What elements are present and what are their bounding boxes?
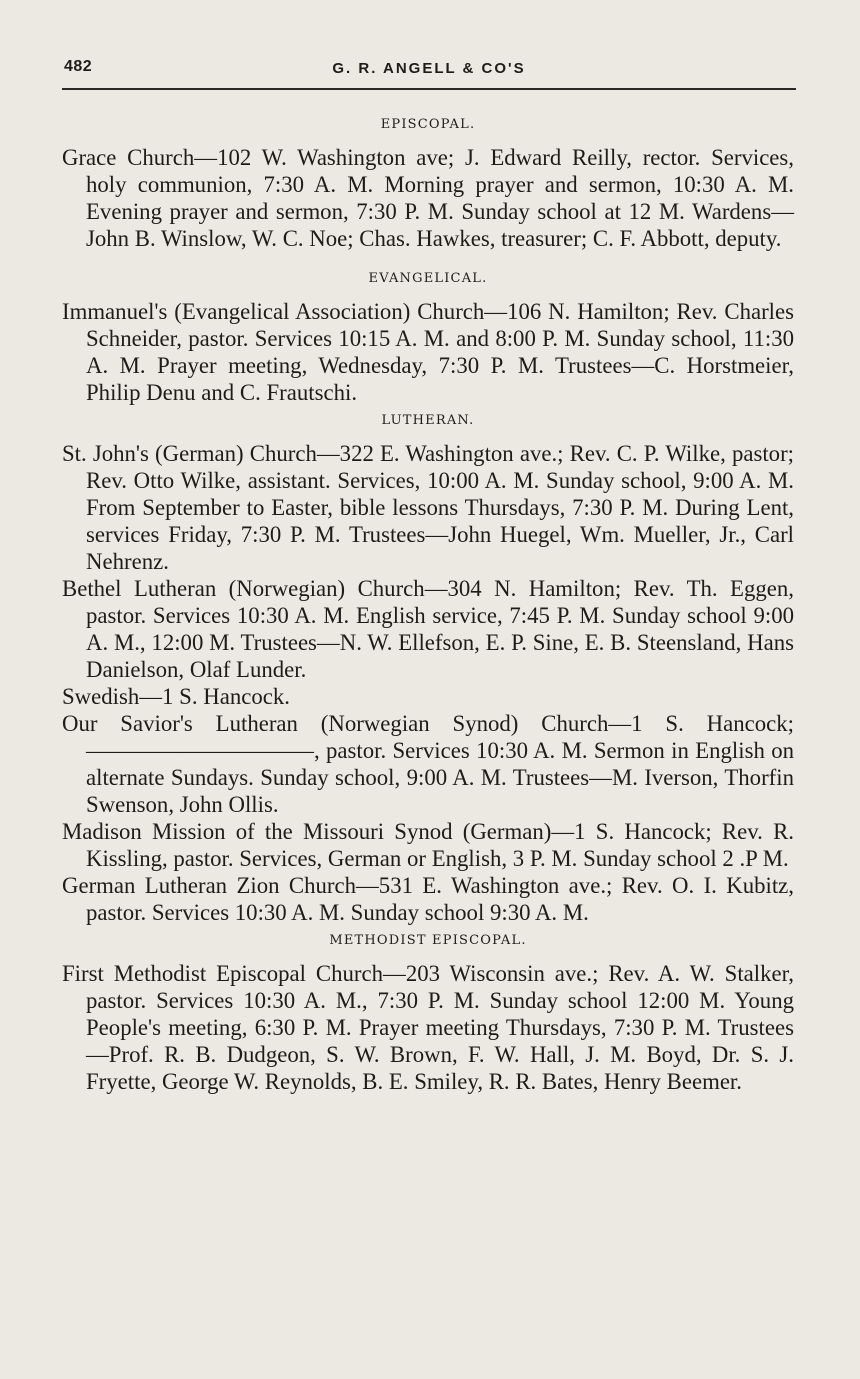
entry-grace-church: Grace Church—102 W. Washington ave; J. Edward Reilly, rector. Services, holy communion, 7:30 A. M. Morning prayer and sermon, 10:30 A. M. Evening prayer and sermon, 7:30 P. M. Sunday school at 12 M. Wardens—John B. Winslow, W. C. Noe; Chas. Hawkes, treasurer; C. F. Abbott, deputy. [62,145,794,251]
page-header [62,56,796,86]
header-rule [62,88,796,90]
entry-madison-mission: Madison Mission of the Missouri Synod (German)—1 S. Hancock; Rev. R. Kissling, pastor. Services, German or English, 3 P. M. Sunday school 2 .P M. [62,819,794,871]
page-content [62,110,794,1095]
page-number: 482 [64,58,93,75]
section-heading-evangelical: EVANGELICAL. [368,271,488,286]
entry-st-johns-church: St. John's (German) Church—322 E. Washington ave.; Rev. C. P. Wilke, pastor; Rev. Otto Wilke, assistant. Services, 10:00 A. M. Sunday school, 9:00 A. M. From September to Easter, bible lessons Thursdays, 7:30 P. M. During Lent, services Friday, 7:30 P. M. Trustees—John Huegel, Wm. Mueller, Jr., Carl Nehrenz. [62,441,794,574]
section-heading-episcopal: EPISCOPAL. [380,117,476,132]
entry-our-saviors-lutheran: Our Savior's Lutheran (Norwegian Synod) Church—1 S. Hancock; ——————————, pastor. Services 10:30 A. M. Sermon in English on alternate Sundays. Sunday school, 9:00 A. M. Trustees—M. Iverson, Thorfin Swenson, John Ollis. [62,711,794,817]
entry-first-methodist-episcopal: First Methodist Episcopal Church—203 Wisconsin ave.; Rev. A. W. Stalker, pastor. Services 10:30 A. M., 7:30 P. M. Sunday school 12:00 M. Young People's meeting, 6:30 P. M. Prayer meeting Thursdays, 7:30 P. M. Trustees—Prof. R. B. Dudgeon, S. W. Brown, F. W. Hall, J. M. Boyd, Dr. S. J. Fryette, George W. Reynolds, B. E. Smiley, R. R. Bates, Henry Beemer. [62,961,794,1094]
section-heading-methodist-episcopal: METHODIST EPISCOPAL. [329,933,527,948]
running-title: G. R. ANGELL & CO'S [332,60,526,77]
entry-swedish: Swedish—1 S. Hancock. [62,684,290,709]
entry-immanuels-church: Immanuel's (Evangelical Association) Church—106 N. Hamilton; Rev. Charles Schneider, pastor. Services 10:15 A. M. and 8:00 P. M. Sunday school, 11:30 A. M. Prayer meeting, Wednesday, 7:30 P. M. Trustees—C. Horstmeier, Philip Denu and C. Frautschi. [62,299,794,405]
section-heading-lutheran: LUTHERAN. [381,413,475,428]
entry-bethel-lutheran: Bethel Lutheran (Norwegian) Church—304 N. Hamilton; Rev. Th. Eggen, pastor. Services 10:30 A. M. English service, 7:45 P. M. Sunday school 9:00 A. M., 12:00 M. Trustees—N. W. Ellefson, E. P. Sine, E. B. Steensland, Hans Danielson, Olaf Lunder. [62,576,794,682]
entry-german-lutheran-zion: German Lutheran Zion Church—531 E. Washington ave.; Rev. O. I. Kubitz, pastor. Services 10:30 A. M. Sunday school 9:30 A. M. [62,873,794,925]
